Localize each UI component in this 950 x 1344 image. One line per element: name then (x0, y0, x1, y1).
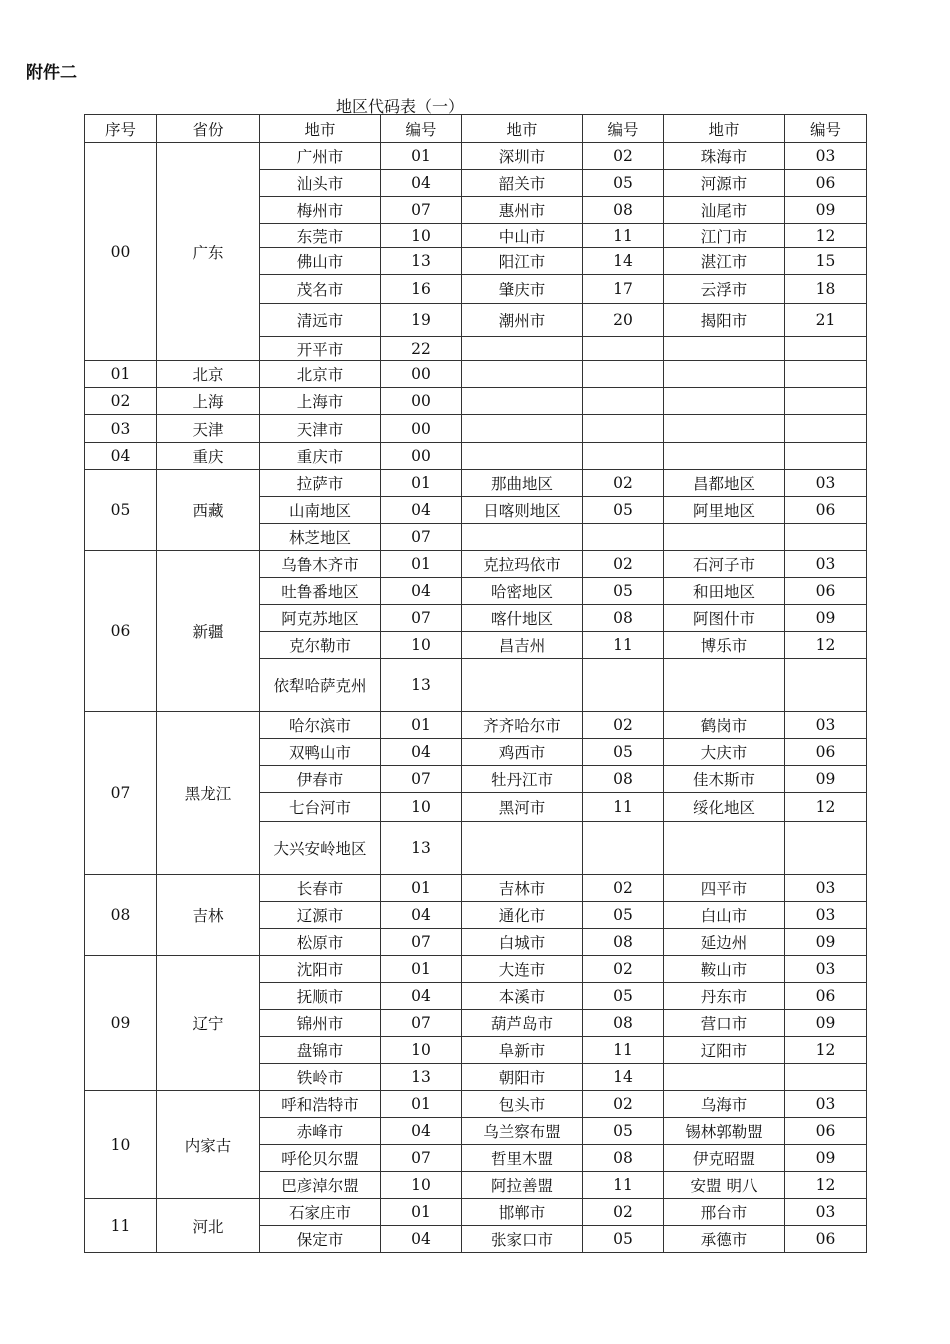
code-cell: 08 (583, 1010, 664, 1037)
city-cell: 长春市 (260, 875, 381, 902)
code-cell: 13 (381, 1064, 462, 1091)
city-cell: 乌海市 (664, 1091, 785, 1118)
code-cell: 01 (381, 712, 462, 739)
city-cell: 鸡西市 (462, 739, 583, 766)
code-cell: 10 (381, 1172, 462, 1199)
code-cell: 09 (785, 766, 867, 793)
code-cell: 06 (785, 1226, 867, 1253)
code-cell: 07 (381, 605, 462, 632)
city-cell: 肇庆市 (462, 275, 583, 304)
province-cell: 重庆 (157, 443, 260, 470)
city-cell: 阿图什市 (664, 605, 785, 632)
code-cell: 07 (381, 1010, 462, 1037)
city-cell: 北京市 (260, 361, 381, 388)
city-cell: 乌鲁木齐市 (260, 551, 381, 578)
code-cell: 00 (381, 415, 462, 443)
code-cell: 16 (381, 275, 462, 304)
table-row (85, 1199, 867, 1226)
city-cell: 拉萨市 (260, 470, 381, 497)
code-cell: 07 (381, 929, 462, 956)
city-cell: 通化市 (462, 902, 583, 929)
code-cell: 09 (785, 197, 867, 224)
province-cell: 黑龙江 (157, 712, 260, 875)
code-cell: 03 (785, 712, 867, 739)
code-cell: 07 (381, 197, 462, 224)
code-cell (785, 415, 867, 443)
code-cell: 06 (785, 578, 867, 605)
city-cell: 白山市 (664, 902, 785, 929)
code-cell: 03 (785, 875, 867, 902)
code-cell (785, 361, 867, 388)
table-row (85, 712, 867, 739)
code-cell: 01 (381, 551, 462, 578)
table-row (85, 388, 867, 415)
city-cell: 朝阳市 (462, 1064, 583, 1091)
code-cell: 04 (381, 497, 462, 524)
code-cell: 07 (381, 524, 462, 551)
city-cell (462, 524, 583, 551)
code-cell: 15 (785, 248, 867, 275)
seq-cell: 08 (85, 875, 157, 956)
code-cell (583, 337, 664, 361)
city-cell: 石河子市 (664, 551, 785, 578)
code-cell: 03 (785, 902, 867, 929)
code-cell: 01 (381, 1091, 462, 1118)
city-cell: 开平市 (260, 337, 381, 361)
city-cell: 哈密地区 (462, 578, 583, 605)
city-cell: 张家口市 (462, 1226, 583, 1253)
province-cell: 吉林 (157, 875, 260, 956)
code-cell: 22 (381, 337, 462, 361)
code-cell: 00 (381, 388, 462, 415)
code-cell: 01 (381, 1199, 462, 1226)
code-cell (583, 524, 664, 551)
seq-cell: 03 (85, 415, 157, 443)
city-cell: 沈阳市 (260, 956, 381, 983)
city-cell: 白城市 (462, 929, 583, 956)
code-cell: 06 (785, 1118, 867, 1145)
city-cell: 保定市 (260, 1226, 381, 1253)
city-cell: 大连市 (462, 956, 583, 983)
table-row (85, 875, 867, 902)
code-cell: 02 (583, 956, 664, 983)
table-row (85, 470, 867, 497)
code-cell: 07 (381, 766, 462, 793)
table-title: 地区代码表（一） (336, 97, 465, 116)
city-cell: 乌兰察布盟 (462, 1118, 583, 1145)
city-cell: 博乐市 (664, 632, 785, 659)
city-cell: 阿克苏地区 (260, 605, 381, 632)
code-cell (583, 659, 664, 712)
code-cell: 21 (785, 304, 867, 337)
city-cell: 安盟 明八 (664, 1172, 785, 1199)
city-cell: 大兴安岭地区 (260, 822, 381, 875)
city-cell (462, 822, 583, 875)
table-row (85, 1091, 867, 1118)
code-cell: 12 (785, 632, 867, 659)
city-cell: 广州市 (260, 143, 381, 170)
city-cell (462, 415, 583, 443)
seq-cell: 05 (85, 470, 157, 551)
code-cell: 01 (381, 143, 462, 170)
code-cell: 11 (583, 632, 664, 659)
city-cell: 江门市 (664, 224, 785, 248)
code-cell: 03 (785, 1091, 867, 1118)
city-cell: 揭阳市 (664, 304, 785, 337)
code-cell: 03 (785, 1199, 867, 1226)
city-cell: 潮州市 (462, 304, 583, 337)
code-cell: 08 (583, 766, 664, 793)
city-cell: 盘锦市 (260, 1037, 381, 1064)
code-cell: 12 (785, 1172, 867, 1199)
city-cell: 重庆市 (260, 443, 381, 470)
city-cell (462, 443, 583, 470)
city-cell: 伊克昭盟 (664, 1145, 785, 1172)
city-cell: 丹东市 (664, 983, 785, 1010)
city-cell: 河源市 (664, 170, 785, 197)
city-cell: 那曲地区 (462, 470, 583, 497)
header-code: 编号 (785, 115, 867, 143)
seq-cell: 06 (85, 551, 157, 712)
province-cell: 西藏 (157, 470, 260, 551)
city-cell: 和田地区 (664, 578, 785, 605)
attachment-label: 附件二 (26, 63, 77, 83)
city-cell (664, 337, 785, 361)
code-cell: 01 (381, 470, 462, 497)
city-cell: 石家庄市 (260, 1199, 381, 1226)
code-cell: 03 (785, 470, 867, 497)
table-row (85, 361, 867, 388)
code-cell: 02 (583, 1199, 664, 1226)
code-cell (785, 659, 867, 712)
code-cell: 14 (583, 1064, 664, 1091)
city-cell: 齐齐哈尔市 (462, 712, 583, 739)
city-cell: 抚顺市 (260, 983, 381, 1010)
province-cell: 上海 (157, 388, 260, 415)
city-cell: 绥化地区 (664, 793, 785, 822)
city-cell: 营口市 (664, 1010, 785, 1037)
code-cell: 09 (785, 929, 867, 956)
city-cell: 伊春市 (260, 766, 381, 793)
city-cell: 深圳市 (462, 143, 583, 170)
code-cell (785, 388, 867, 415)
code-cell: 12 (785, 224, 867, 248)
code-cell: 13 (381, 248, 462, 275)
city-cell (664, 415, 785, 443)
city-cell: 日喀则地区 (462, 497, 583, 524)
code-cell: 00 (381, 443, 462, 470)
city-cell: 山南地区 (260, 497, 381, 524)
city-cell: 呼和浩特市 (260, 1091, 381, 1118)
city-cell (664, 388, 785, 415)
code-cell: 11 (583, 224, 664, 248)
code-cell: 06 (785, 497, 867, 524)
city-cell: 克拉玛依市 (462, 551, 583, 578)
code-cell: 04 (381, 578, 462, 605)
city-cell: 上海市 (260, 388, 381, 415)
header-city: 地市 (664, 115, 785, 143)
city-cell: 昌都地区 (664, 470, 785, 497)
code-cell (583, 443, 664, 470)
city-cell: 汕头市 (260, 170, 381, 197)
seq-cell: 09 (85, 956, 157, 1091)
city-cell: 赤峰市 (260, 1118, 381, 1145)
code-cell: 11 (583, 793, 664, 822)
city-cell: 梅州市 (260, 197, 381, 224)
city-cell: 喀什地区 (462, 605, 583, 632)
city-cell: 佳木斯市 (664, 766, 785, 793)
city-cell: 依犁哈萨克州 (260, 659, 381, 712)
code-cell: 05 (583, 1118, 664, 1145)
code-cell: 18 (785, 275, 867, 304)
city-cell: 阿里地区 (664, 497, 785, 524)
code-cell: 04 (381, 902, 462, 929)
code-cell: 09 (785, 1145, 867, 1172)
city-cell: 哲里木盟 (462, 1145, 583, 1172)
code-cell (785, 443, 867, 470)
city-cell: 包头市 (462, 1091, 583, 1118)
code-cell: 09 (785, 605, 867, 632)
code-cell (785, 1064, 867, 1091)
table-row (85, 956, 867, 983)
city-cell (462, 337, 583, 361)
city-cell: 阳江市 (462, 248, 583, 275)
province-cell: 内家古 (157, 1091, 260, 1199)
city-cell: 邢台市 (664, 1199, 785, 1226)
code-cell: 08 (583, 929, 664, 956)
code-cell: 05 (583, 578, 664, 605)
table-row (85, 415, 867, 443)
code-cell: 05 (583, 983, 664, 1010)
code-cell: 01 (381, 956, 462, 983)
code-cell: 10 (381, 224, 462, 248)
header-province: 省份 (157, 115, 260, 143)
code-cell: 02 (583, 875, 664, 902)
city-cell: 珠海市 (664, 143, 785, 170)
city-cell: 清远市 (260, 304, 381, 337)
code-cell: 04 (381, 983, 462, 1010)
table-row (85, 143, 867, 170)
table-row (85, 551, 867, 578)
city-cell: 茂名市 (260, 275, 381, 304)
code-cell: 10 (381, 793, 462, 822)
city-cell: 辽阳市 (664, 1037, 785, 1064)
code-cell: 12 (785, 1037, 867, 1064)
city-cell: 韶关市 (462, 170, 583, 197)
code-cell: 09 (785, 1010, 867, 1037)
city-cell: 林芝地区 (260, 524, 381, 551)
seq-cell: 07 (85, 712, 157, 875)
code-cell: 02 (583, 551, 664, 578)
code-cell: 05 (583, 739, 664, 766)
city-cell: 铁岭市 (260, 1064, 381, 1091)
city-cell (462, 659, 583, 712)
province-cell: 新疆 (157, 551, 260, 712)
city-cell: 巴彦淖尔盟 (260, 1172, 381, 1199)
code-cell: 13 (381, 659, 462, 712)
city-cell: 大庆市 (664, 739, 785, 766)
city-cell: 昌吉州 (462, 632, 583, 659)
code-cell: 17 (583, 275, 664, 304)
province-cell: 北京 (157, 361, 260, 388)
code-cell: 12 (785, 793, 867, 822)
city-cell (664, 659, 785, 712)
city-cell: 阜新市 (462, 1037, 583, 1064)
code-cell: 14 (583, 248, 664, 275)
city-cell: 吉林市 (462, 875, 583, 902)
code-cell: 02 (583, 143, 664, 170)
city-cell (664, 1064, 785, 1091)
code-cell (583, 361, 664, 388)
code-cell: 04 (381, 739, 462, 766)
city-cell (664, 361, 785, 388)
code-cell: 03 (785, 143, 867, 170)
code-cell: 08 (583, 197, 664, 224)
city-cell: 延边州 (664, 929, 785, 956)
code-cell: 11 (583, 1037, 664, 1064)
seq-cell: 10 (85, 1091, 157, 1199)
code-cell: 04 (381, 1118, 462, 1145)
header-code: 编号 (583, 115, 664, 143)
region-code-table (84, 114, 867, 1253)
code-cell (583, 822, 664, 875)
code-cell: 10 (381, 1037, 462, 1064)
code-cell: 00 (381, 361, 462, 388)
code-cell: 20 (583, 304, 664, 337)
city-cell: 云浮市 (664, 275, 785, 304)
code-cell: 04 (381, 170, 462, 197)
seq-cell: 01 (85, 361, 157, 388)
city-cell: 本溪市 (462, 983, 583, 1010)
code-cell: 06 (785, 739, 867, 766)
header-city: 地市 (462, 115, 583, 143)
seq-cell: 02 (85, 388, 157, 415)
seq-cell: 11 (85, 1199, 157, 1253)
header-city: 地市 (260, 115, 381, 143)
code-cell: 06 (785, 983, 867, 1010)
province-cell: 河北 (157, 1199, 260, 1253)
header-code: 编号 (381, 115, 462, 143)
city-cell: 鞍山市 (664, 956, 785, 983)
header-row (85, 115, 867, 143)
city-cell: 阿拉善盟 (462, 1172, 583, 1199)
code-cell: 02 (583, 1091, 664, 1118)
code-cell (583, 415, 664, 443)
code-cell: 05 (583, 497, 664, 524)
city-cell: 四平市 (664, 875, 785, 902)
code-cell: 19 (381, 304, 462, 337)
province-cell: 天津 (157, 415, 260, 443)
code-cell: 05 (583, 1226, 664, 1253)
city-cell: 天津市 (260, 415, 381, 443)
code-cell: 03 (785, 551, 867, 578)
code-cell: 02 (583, 712, 664, 739)
city-cell: 佛山市 (260, 248, 381, 275)
city-cell: 黑河市 (462, 793, 583, 822)
code-cell: 11 (583, 1172, 664, 1199)
header-seq: 序号 (85, 115, 157, 143)
code-cell: 06 (785, 170, 867, 197)
code-cell: 08 (583, 605, 664, 632)
city-cell: 辽源市 (260, 902, 381, 929)
city-cell: 惠州市 (462, 197, 583, 224)
code-cell: 13 (381, 822, 462, 875)
code-cell (785, 524, 867, 551)
code-cell: 02 (583, 470, 664, 497)
table-row (85, 443, 867, 470)
city-cell: 牡丹江市 (462, 766, 583, 793)
city-cell: 汕尾市 (664, 197, 785, 224)
city-cell: 承德市 (664, 1226, 785, 1253)
city-cell: 呼伦贝尔盟 (260, 1145, 381, 1172)
code-cell: 05 (583, 902, 664, 929)
code-cell (583, 388, 664, 415)
seq-cell: 00 (85, 143, 157, 361)
city-cell: 邯郸市 (462, 1199, 583, 1226)
seq-cell: 04 (85, 443, 157, 470)
city-cell (664, 524, 785, 551)
code-cell: 04 (381, 1226, 462, 1253)
city-cell: 锦州市 (260, 1010, 381, 1037)
code-cell: 01 (381, 875, 462, 902)
city-cell: 葫芦岛市 (462, 1010, 583, 1037)
city-cell: 双鸭山市 (260, 739, 381, 766)
province-cell: 广东 (157, 143, 260, 361)
code-cell: 08 (583, 1145, 664, 1172)
code-cell: 03 (785, 956, 867, 983)
city-cell: 哈尔滨市 (260, 712, 381, 739)
code-cell: 05 (583, 170, 664, 197)
city-cell: 吐鲁番地区 (260, 578, 381, 605)
city-cell: 锡林郭勒盟 (664, 1118, 785, 1145)
city-cell (462, 361, 583, 388)
city-cell (664, 822, 785, 875)
code-cell: 07 (381, 1145, 462, 1172)
city-cell: 中山市 (462, 224, 583, 248)
city-cell: 鹤岗市 (664, 712, 785, 739)
city-cell (462, 388, 583, 415)
city-cell: 七台河市 (260, 793, 381, 822)
province-cell: 辽宁 (157, 956, 260, 1091)
city-cell: 松原市 (260, 929, 381, 956)
code-cell (785, 822, 867, 875)
city-cell (664, 443, 785, 470)
code-cell: 10 (381, 632, 462, 659)
city-cell: 克尔勒市 (260, 632, 381, 659)
city-cell: 湛江市 (664, 248, 785, 275)
city-cell: 东莞市 (260, 224, 381, 248)
code-cell (785, 337, 867, 361)
